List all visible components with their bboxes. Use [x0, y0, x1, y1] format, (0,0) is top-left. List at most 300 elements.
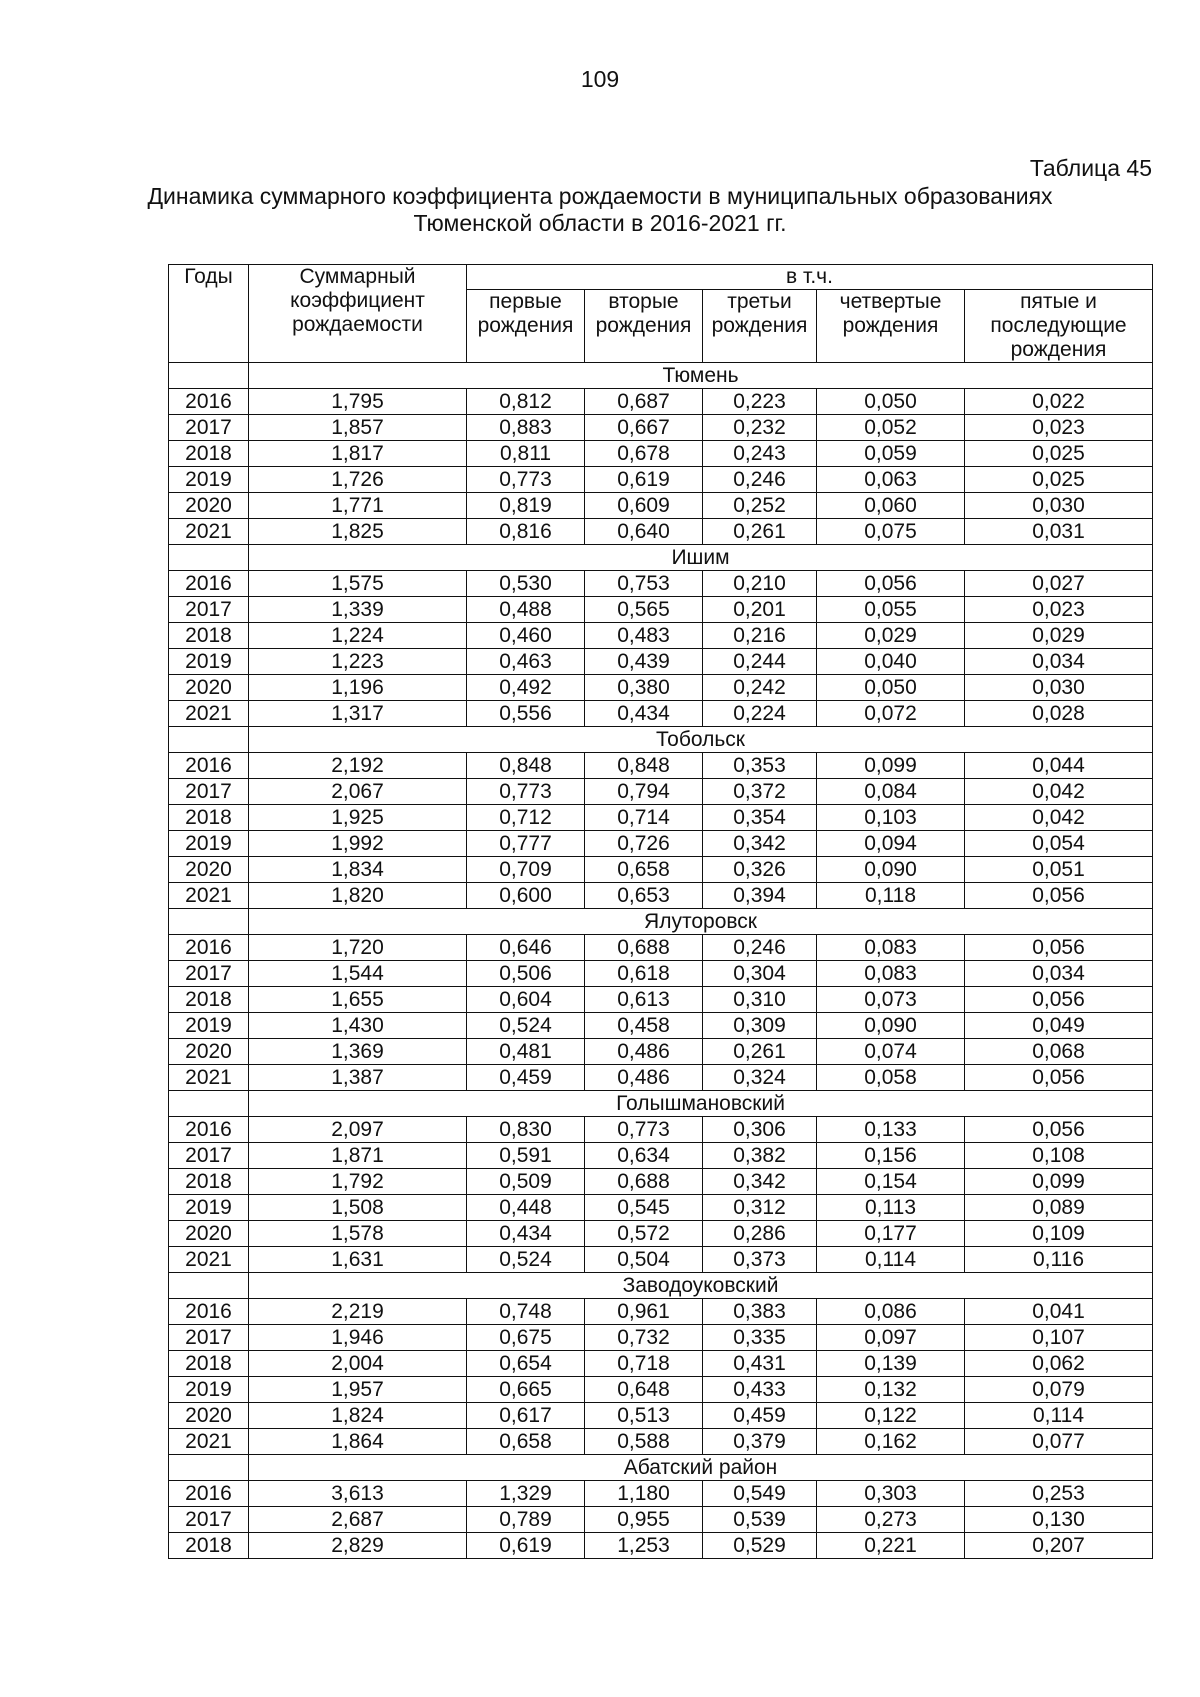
group-empty-cell [169, 1455, 249, 1481]
value-cell: 0,619 [585, 467, 703, 493]
value-cell: 0,748 [467, 1299, 585, 1325]
table-row [169, 1377, 1153, 1403]
group-empty-cell [169, 1091, 249, 1117]
year-cell: 2016 [169, 1299, 249, 1325]
value-cell: 2,219 [249, 1299, 467, 1325]
value-cell: 0,773 [585, 1117, 703, 1143]
table-row [169, 883, 1153, 909]
value-cell: 0,242 [703, 675, 817, 701]
group-row [169, 909, 1153, 935]
value-cell: 0,083 [817, 935, 965, 961]
value-cell: 0,600 [467, 883, 585, 909]
table-row [169, 1065, 1153, 1091]
value-cell: 0,030 [965, 675, 1153, 701]
value-cell: 0,604 [467, 987, 585, 1013]
value-cell: 0,634 [585, 1143, 703, 1169]
value-cell: 0,221 [817, 1533, 965, 1559]
table-row [169, 597, 1153, 623]
year-cell: 2021 [169, 1247, 249, 1273]
value-cell: 0,079 [965, 1377, 1153, 1403]
table-caption [0, 183, 1200, 237]
value-cell: 0,486 [585, 1039, 703, 1065]
group-row [169, 363, 1153, 389]
value-cell: 1,771 [249, 493, 467, 519]
value-cell: 0,848 [585, 753, 703, 779]
group-row [169, 1455, 1153, 1481]
group-name: Ишим [249, 545, 1153, 571]
table-row [169, 493, 1153, 519]
group-row [169, 1091, 1153, 1117]
value-cell: 0,434 [467, 1221, 585, 1247]
year-cell: 2021 [169, 1065, 249, 1091]
value-cell: 0,130 [965, 1507, 1153, 1533]
table-row [169, 1143, 1153, 1169]
value-cell: 2,687 [249, 1507, 467, 1533]
value-cell: 0,304 [703, 961, 817, 987]
value-cell: 0,056 [965, 987, 1153, 1013]
value-cell: 0,261 [703, 1039, 817, 1065]
value-cell: 0,099 [965, 1169, 1153, 1195]
table-row [169, 857, 1153, 883]
value-cell: 1,196 [249, 675, 467, 701]
year-cell: 2019 [169, 831, 249, 857]
value-cell: 1,720 [249, 935, 467, 961]
value-cell: 1,223 [249, 649, 467, 675]
group-empty-cell [169, 545, 249, 571]
value-cell: 0,084 [817, 779, 965, 805]
value-cell: 0,056 [817, 571, 965, 597]
value-cell: 0,040 [817, 649, 965, 675]
value-cell: 0,816 [467, 519, 585, 545]
value-cell: 0,207 [965, 1533, 1153, 1559]
year-cell: 2018 [169, 1169, 249, 1195]
year-cell: 2018 [169, 805, 249, 831]
value-cell: 0,506 [467, 961, 585, 987]
value-cell: 0,545 [585, 1195, 703, 1221]
value-cell: 0,083 [817, 961, 965, 987]
value-cell: 0,060 [817, 493, 965, 519]
year-cell: 2018 [169, 623, 249, 649]
value-cell: 0,753 [585, 571, 703, 597]
value-cell: 2,004 [249, 1351, 467, 1377]
value-cell: 1,864 [249, 1429, 467, 1455]
value-cell: 0,459 [703, 1403, 817, 1429]
value-cell: 0,379 [703, 1429, 817, 1455]
value-cell: 1,180 [585, 1481, 703, 1507]
value-cell: 0,109 [965, 1221, 1153, 1247]
value-cell: 0,434 [585, 701, 703, 727]
value-cell: 0,486 [585, 1065, 703, 1091]
group-name: Голышмановский [249, 1091, 1153, 1117]
value-cell: 0,640 [585, 519, 703, 545]
value-cell: 0,618 [585, 961, 703, 987]
value-cell: 0,458 [585, 1013, 703, 1039]
value-cell: 0,086 [817, 1299, 965, 1325]
value-cell: 0,665 [467, 1377, 585, 1403]
value-cell: 0,591 [467, 1143, 585, 1169]
value-cell: 0,074 [817, 1039, 965, 1065]
table-row [169, 389, 1153, 415]
value-cell: 0,667 [585, 415, 703, 441]
value-cell: 0,335 [703, 1325, 817, 1351]
group-row [169, 1273, 1153, 1299]
value-cell: 0,433 [703, 1377, 817, 1403]
value-cell: 1,339 [249, 597, 467, 623]
table-row [169, 935, 1153, 961]
year-cell: 2018 [169, 1533, 249, 1559]
value-cell: 0,488 [467, 597, 585, 623]
value-cell: 0,114 [965, 1403, 1153, 1429]
value-cell: 0,162 [817, 1429, 965, 1455]
value-cell: 0,687 [585, 389, 703, 415]
table-row [169, 779, 1153, 805]
value-cell: 0,089 [965, 1195, 1153, 1221]
value-cell: 1,824 [249, 1403, 467, 1429]
value-cell: 0,383 [703, 1299, 817, 1325]
value-cell: 0,232 [703, 415, 817, 441]
value-cell: 0,646 [467, 935, 585, 961]
value-cell: 0,524 [467, 1013, 585, 1039]
value-cell: 1,825 [249, 519, 467, 545]
value-cell: 0,099 [817, 753, 965, 779]
value-cell: 0,133 [817, 1117, 965, 1143]
value-cell: 0,513 [585, 1403, 703, 1429]
value-cell: 0,029 [817, 623, 965, 649]
value-cell: 0,658 [585, 857, 703, 883]
value-cell: 0,114 [817, 1247, 965, 1273]
value-cell: 1,726 [249, 467, 467, 493]
value-cell: 1,430 [249, 1013, 467, 1039]
value-cell: 0,653 [585, 883, 703, 909]
table-row [169, 1351, 1153, 1377]
value-cell: 0,029 [965, 623, 1153, 649]
value-cell: 0,051 [965, 857, 1153, 883]
table-label: Таблица 45 [1029, 155, 1152, 181]
value-cell: 0,246 [703, 935, 817, 961]
value-cell: 0,342 [703, 831, 817, 857]
table-row [169, 1247, 1153, 1273]
table-row [169, 961, 1153, 987]
value-cell: 0,068 [965, 1039, 1153, 1065]
year-cell: 2016 [169, 1481, 249, 1507]
value-cell: 1,817 [249, 441, 467, 467]
value-cell: 0,286 [703, 1221, 817, 1247]
value-cell: 0,107 [965, 1325, 1153, 1351]
value-cell: 0,354 [703, 805, 817, 831]
value-cell: 0,034 [965, 961, 1153, 987]
value-cell: 0,675 [467, 1325, 585, 1351]
year-cell: 2020 [169, 493, 249, 519]
value-cell: 0,617 [467, 1403, 585, 1429]
value-cell: 0,177 [817, 1221, 965, 1247]
group-empty-cell [169, 363, 249, 389]
year-cell: 2020 [169, 1039, 249, 1065]
value-cell: 0,244 [703, 649, 817, 675]
value-cell: 0,090 [817, 1013, 965, 1039]
value-cell: 0,380 [585, 675, 703, 701]
value-cell: 0,303 [817, 1481, 965, 1507]
value-cell: 0,023 [965, 597, 1153, 623]
value-cell: 0,027 [965, 571, 1153, 597]
table-row [169, 415, 1153, 441]
value-cell: 0,243 [703, 441, 817, 467]
value-cell: 1,795 [249, 389, 467, 415]
value-cell: 0,811 [467, 441, 585, 467]
table-row [169, 1169, 1153, 1195]
value-cell: 0,342 [703, 1169, 817, 1195]
value-cell: 0,539 [703, 1507, 817, 1533]
year-cell: 2019 [169, 1195, 249, 1221]
value-cell: 0,028 [965, 701, 1153, 727]
value-cell: 0,031 [965, 519, 1153, 545]
table-row [169, 1481, 1153, 1507]
header-fourth: четвертые рождения [817, 290, 965, 363]
table-row [169, 1221, 1153, 1247]
value-cell: 0,678 [585, 441, 703, 467]
value-cell: 0,224 [703, 701, 817, 727]
table-row [169, 831, 1153, 857]
table-row [169, 805, 1153, 831]
value-cell: 1,575 [249, 571, 467, 597]
header-fifth: пятые и последующие рождения [965, 290, 1153, 363]
table-row [169, 1013, 1153, 1039]
value-cell: 0,044 [965, 753, 1153, 779]
table-row [169, 519, 1153, 545]
table-row [169, 1039, 1153, 1065]
year-cell: 2019 [169, 649, 249, 675]
year-cell: 2018 [169, 441, 249, 467]
group-name: Тюмень [249, 363, 1153, 389]
value-cell: 0,619 [467, 1533, 585, 1559]
value-cell: 0,789 [467, 1507, 585, 1533]
value-cell: 0,139 [817, 1351, 965, 1377]
header-incl: в т.ч. [467, 265, 1153, 290]
value-cell: 0,326 [703, 857, 817, 883]
caption-line-1: Динамика суммарного коэффициента рождаемости в муниципальных образованиях [147, 183, 1053, 209]
value-cell: 0,812 [467, 389, 585, 415]
value-cell: 0,094 [817, 831, 965, 857]
year-cell: 2017 [169, 779, 249, 805]
value-cell: 0,773 [467, 779, 585, 805]
value-cell: 0,431 [703, 1351, 817, 1377]
value-cell: 0,154 [817, 1169, 965, 1195]
table-row [169, 649, 1153, 675]
year-cell: 2018 [169, 987, 249, 1013]
value-cell: 0,718 [585, 1351, 703, 1377]
value-cell: 0,246 [703, 467, 817, 493]
group-name: Тобольск [249, 727, 1153, 753]
year-cell: 2016 [169, 753, 249, 779]
value-cell: 1,508 [249, 1195, 467, 1221]
year-cell: 2019 [169, 1013, 249, 1039]
value-cell: 1,871 [249, 1143, 467, 1169]
year-cell: 2019 [169, 1377, 249, 1403]
value-cell: 0,072 [817, 701, 965, 727]
header-second: вторые рождения [585, 290, 703, 363]
value-cell: 0,056 [965, 883, 1153, 909]
value-cell: 0,688 [585, 935, 703, 961]
table-row [169, 1533, 1153, 1559]
value-cell: 0,509 [467, 1169, 585, 1195]
table-row [169, 623, 1153, 649]
value-cell: 0,132 [817, 1377, 965, 1403]
year-cell: 2020 [169, 1221, 249, 1247]
group-empty-cell [169, 1273, 249, 1299]
value-cell: 0,059 [817, 441, 965, 467]
year-cell: 2020 [169, 1403, 249, 1429]
value-cell: 0,794 [585, 779, 703, 805]
value-cell: 0,726 [585, 831, 703, 857]
value-cell: 1,387 [249, 1065, 467, 1091]
value-cell: 0,658 [467, 1429, 585, 1455]
table-row [169, 467, 1153, 493]
value-cell: 0,459 [467, 1065, 585, 1091]
value-cell: 0,050 [817, 675, 965, 701]
value-cell: 0,529 [703, 1533, 817, 1559]
value-cell: 0,648 [585, 1377, 703, 1403]
table-row [169, 1299, 1153, 1325]
value-cell: 0,042 [965, 779, 1153, 805]
group-name: Абатский район [249, 1455, 1153, 1481]
fertility-table [168, 264, 1153, 1559]
value-cell: 3,613 [249, 1481, 467, 1507]
year-cell: 2021 [169, 1429, 249, 1455]
value-cell: 0,056 [965, 935, 1153, 961]
value-cell: 1,369 [249, 1039, 467, 1065]
value-cell: 1,925 [249, 805, 467, 831]
value-cell: 0,382 [703, 1143, 817, 1169]
caption-line-2: Тюменской области в 2016-2021 гг. [413, 210, 787, 236]
value-cell: 0,049 [965, 1013, 1153, 1039]
value-cell: 0,565 [585, 597, 703, 623]
value-cell: 0,156 [817, 1143, 965, 1169]
value-cell: 0,062 [965, 1351, 1153, 1377]
year-cell: 2021 [169, 883, 249, 909]
value-cell: 0,034 [965, 649, 1153, 675]
value-cell: 2,097 [249, 1117, 467, 1143]
value-cell: 2,829 [249, 1533, 467, 1559]
value-cell: 0,253 [965, 1481, 1153, 1507]
value-cell: 0,549 [703, 1481, 817, 1507]
value-cell: 0,709 [467, 857, 585, 883]
value-cell: 0,273 [817, 1507, 965, 1533]
year-cell: 2021 [169, 701, 249, 727]
value-cell: 1,946 [249, 1325, 467, 1351]
group-name: Заводоуковский [249, 1273, 1153, 1299]
year-cell: 2017 [169, 961, 249, 987]
value-cell: 0,463 [467, 649, 585, 675]
table-row [169, 987, 1153, 1013]
value-cell: 0,261 [703, 519, 817, 545]
value-cell: 0,052 [817, 415, 965, 441]
value-cell: 0,055 [817, 597, 965, 623]
value-cell: 0,103 [817, 805, 965, 831]
value-cell: 1,992 [249, 831, 467, 857]
year-cell: 2016 [169, 389, 249, 415]
header-years: Годы [169, 265, 249, 363]
value-cell: 0,773 [467, 467, 585, 493]
value-cell: 0,732 [585, 1325, 703, 1351]
value-cell: 0,848 [467, 753, 585, 779]
value-cell: 1,578 [249, 1221, 467, 1247]
value-cell: 1,834 [249, 857, 467, 883]
value-cell: 0,353 [703, 753, 817, 779]
value-cell: 1,317 [249, 701, 467, 727]
value-cell: 0,777 [467, 831, 585, 857]
group-empty-cell [169, 909, 249, 935]
table-row [169, 1403, 1153, 1429]
value-cell: 0,394 [703, 883, 817, 909]
group-row [169, 545, 1153, 571]
year-cell: 2017 [169, 1507, 249, 1533]
value-cell: 0,312 [703, 1195, 817, 1221]
value-cell: 1,253 [585, 1533, 703, 1559]
value-cell: 0,097 [817, 1325, 965, 1351]
value-cell: 1,329 [467, 1481, 585, 1507]
value-cell: 0,688 [585, 1169, 703, 1195]
value-cell: 0,714 [585, 805, 703, 831]
value-cell: 0,373 [703, 1247, 817, 1273]
value-cell: 0,113 [817, 1195, 965, 1221]
value-cell: 1,631 [249, 1247, 467, 1273]
value-cell: 0,075 [817, 519, 965, 545]
header-tfr: Суммарный коэффициент рождаемости [249, 265, 467, 363]
table-body [169, 363, 1153, 1559]
value-cell: 0,712 [467, 805, 585, 831]
value-cell: 0,201 [703, 597, 817, 623]
value-cell: 0,588 [585, 1429, 703, 1455]
value-cell: 0,056 [965, 1117, 1153, 1143]
value-cell: 0,324 [703, 1065, 817, 1091]
value-cell: 0,122 [817, 1403, 965, 1429]
value-cell: 0,310 [703, 987, 817, 1013]
value-cell: 1,792 [249, 1169, 467, 1195]
year-cell: 2016 [169, 571, 249, 597]
value-cell: 0,830 [467, 1117, 585, 1143]
value-cell: 0,492 [467, 675, 585, 701]
year-cell: 2017 [169, 415, 249, 441]
value-cell: 0,210 [703, 571, 817, 597]
value-cell: 0,118 [817, 883, 965, 909]
value-cell: 2,192 [249, 753, 467, 779]
page-number: 109 [580, 66, 620, 92]
value-cell: 0,108 [965, 1143, 1153, 1169]
table-row [169, 441, 1153, 467]
value-cell: 0,116 [965, 1247, 1153, 1273]
value-cell: 0,524 [467, 1247, 585, 1273]
value-cell: 0,530 [467, 571, 585, 597]
year-cell: 2017 [169, 597, 249, 623]
value-cell: 0,063 [817, 467, 965, 493]
value-cell: 0,030 [965, 493, 1153, 519]
table-row [169, 1325, 1153, 1351]
year-cell: 2018 [169, 1351, 249, 1377]
value-cell: 0,556 [467, 701, 585, 727]
value-cell: 0,073 [817, 987, 965, 1013]
value-cell: 0,883 [467, 415, 585, 441]
year-cell: 2017 [169, 1325, 249, 1351]
value-cell: 0,609 [585, 493, 703, 519]
value-cell: 1,957 [249, 1377, 467, 1403]
value-cell: 0,056 [965, 1065, 1153, 1091]
value-cell: 0,460 [467, 623, 585, 649]
value-cell: 0,041 [965, 1299, 1153, 1325]
table-row [169, 753, 1153, 779]
year-cell: 2020 [169, 675, 249, 701]
value-cell: 0,050 [817, 389, 965, 415]
group-empty-cell [169, 727, 249, 753]
value-cell: 0,955 [585, 1507, 703, 1533]
